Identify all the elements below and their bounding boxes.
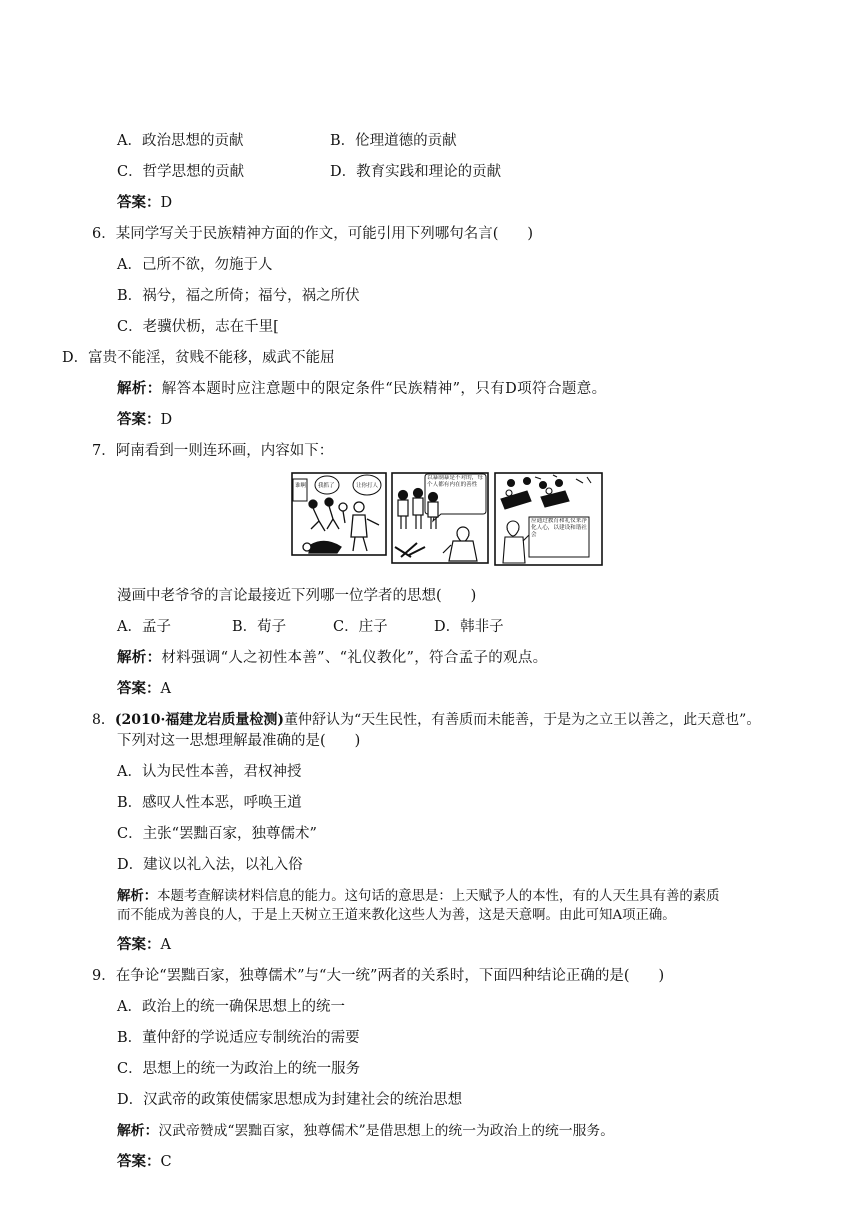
comic-p1-mid-text: 我抓了	[318, 483, 335, 489]
comic-p2-bubble-text: 以暴制暴是不对的，每个人都有内在的善性	[427, 475, 483, 488]
q7-question: 漫画中老爷爷的言论最接近下列哪一位学者的思想( )	[117, 588, 477, 604]
q7-analysis: 解析：材料强调“人之初性本善”、“礼仪教化”，符合孟子的观点。	[117, 649, 548, 666]
q7-answer: 答案：A	[117, 680, 171, 697]
q9-option-d: D．汉武帝的政策使儒家思想成为封建社会的统治思想	[117, 1092, 463, 1108]
q8-option-b: B．感叹人性本恶，呼唤王道	[117, 795, 302, 811]
comic-p3-bubble-text: 应通过教育和礼仪来净化人心，以建设和谐社会	[531, 518, 587, 538]
q8-analysis-line2: 而不能成为善良的人，于是上天树立王道来教化这些人为善，这是天意啊。由此可知A项正确。	[117, 908, 676, 923]
q9-stem: 9．在争论“罢黜百家，独尊儒术”与“大一统”两者的关系时，下面四种结论正确的是( )	[92, 968, 665, 984]
q5-option-b: B．伦理道德的贡献	[330, 133, 457, 149]
q7-option-a: A．孟子	[117, 619, 171, 635]
q9-analysis: 解析：汉武帝赞成“罢黜百家，独尊儒术”是借思想上的统一为政治上的统一服务。	[117, 1123, 614, 1139]
q6-option-a: A．己所不欲，勿施于人	[117, 257, 273, 273]
comic-p1-right-text: 让你打人	[356, 483, 379, 489]
q8-stem-line1: 8．(2010·福建龙岩质量检测)董仲舒认为“天生民性，有善质而未能善，于是为之立王以善之，此天意也”。	[92, 712, 761, 728]
q6-analysis: 解析：解答本题时应注意题中的限定条件“民族精神”，只有D项符合题意。	[117, 380, 607, 397]
q8-source: (2010·福建龙岩质量检测)	[114, 712, 285, 728]
q5-option-c: C．哲学思想的贡献	[117, 164, 245, 180]
q9-answer: 答案：C	[117, 1153, 172, 1170]
q8-option-c: C．主张“罢黜百家，独尊儒术”	[117, 826, 317, 842]
q8-answer: 答案：A	[117, 936, 171, 953]
comic-p1-left-text: 谁啊	[295, 483, 307, 489]
q6-stem: 6．某同学写关于民族精神方面的作文，可能引用下列哪句名言( )	[92, 226, 534, 242]
q9-option-b: B．董仲舒的学说适应专制统治的需要	[117, 1030, 360, 1046]
q8-stem-line2: 下列对这一思想理解最准确的是( )	[117, 733, 361, 749]
comic-strip-illustration	[291, 471, 604, 566]
q7-option-b: B．荀子	[232, 619, 287, 635]
q6-option-b: B．祸兮，福之所倚；福兮，祸之所伏	[117, 288, 360, 304]
q8-analysis-line1: 解析：本题考查解读材料信息的能力。这句话的意思是：上天赋予人的本性，有的人天生具有善的素质	[117, 888, 720, 904]
q9-option-a: A．政治上的统一确保思想上的统一	[117, 999, 345, 1015]
q6-answer: 答案：D	[117, 411, 173, 428]
q5-answer: 答案：D	[117, 194, 173, 211]
q9-option-c: C．思想上的统一为政治上的统一服务	[117, 1061, 361, 1077]
q7-option-d: D．韩非子	[434, 619, 504, 635]
q7-option-c: C．庄子	[333, 619, 388, 635]
q5-option-d: D．教育实践和理论的贡献	[330, 164, 502, 180]
q7-stem: 7．阿南看到一则连环画，内容如下：	[92, 443, 334, 459]
q8-option-a: A．认为民性本善，君权神授	[117, 764, 302, 780]
q6-option-d: D．富贵不能淫，贫贱不能移，威武不能屈	[62, 350, 335, 366]
q6-option-c: C．老骥伏枥，志在千里[	[117, 319, 279, 335]
q8-option-d: D．建议以礼入法，以礼入俗	[117, 857, 303, 873]
q5-option-a: A．政治思想的贡献	[117, 133, 244, 149]
